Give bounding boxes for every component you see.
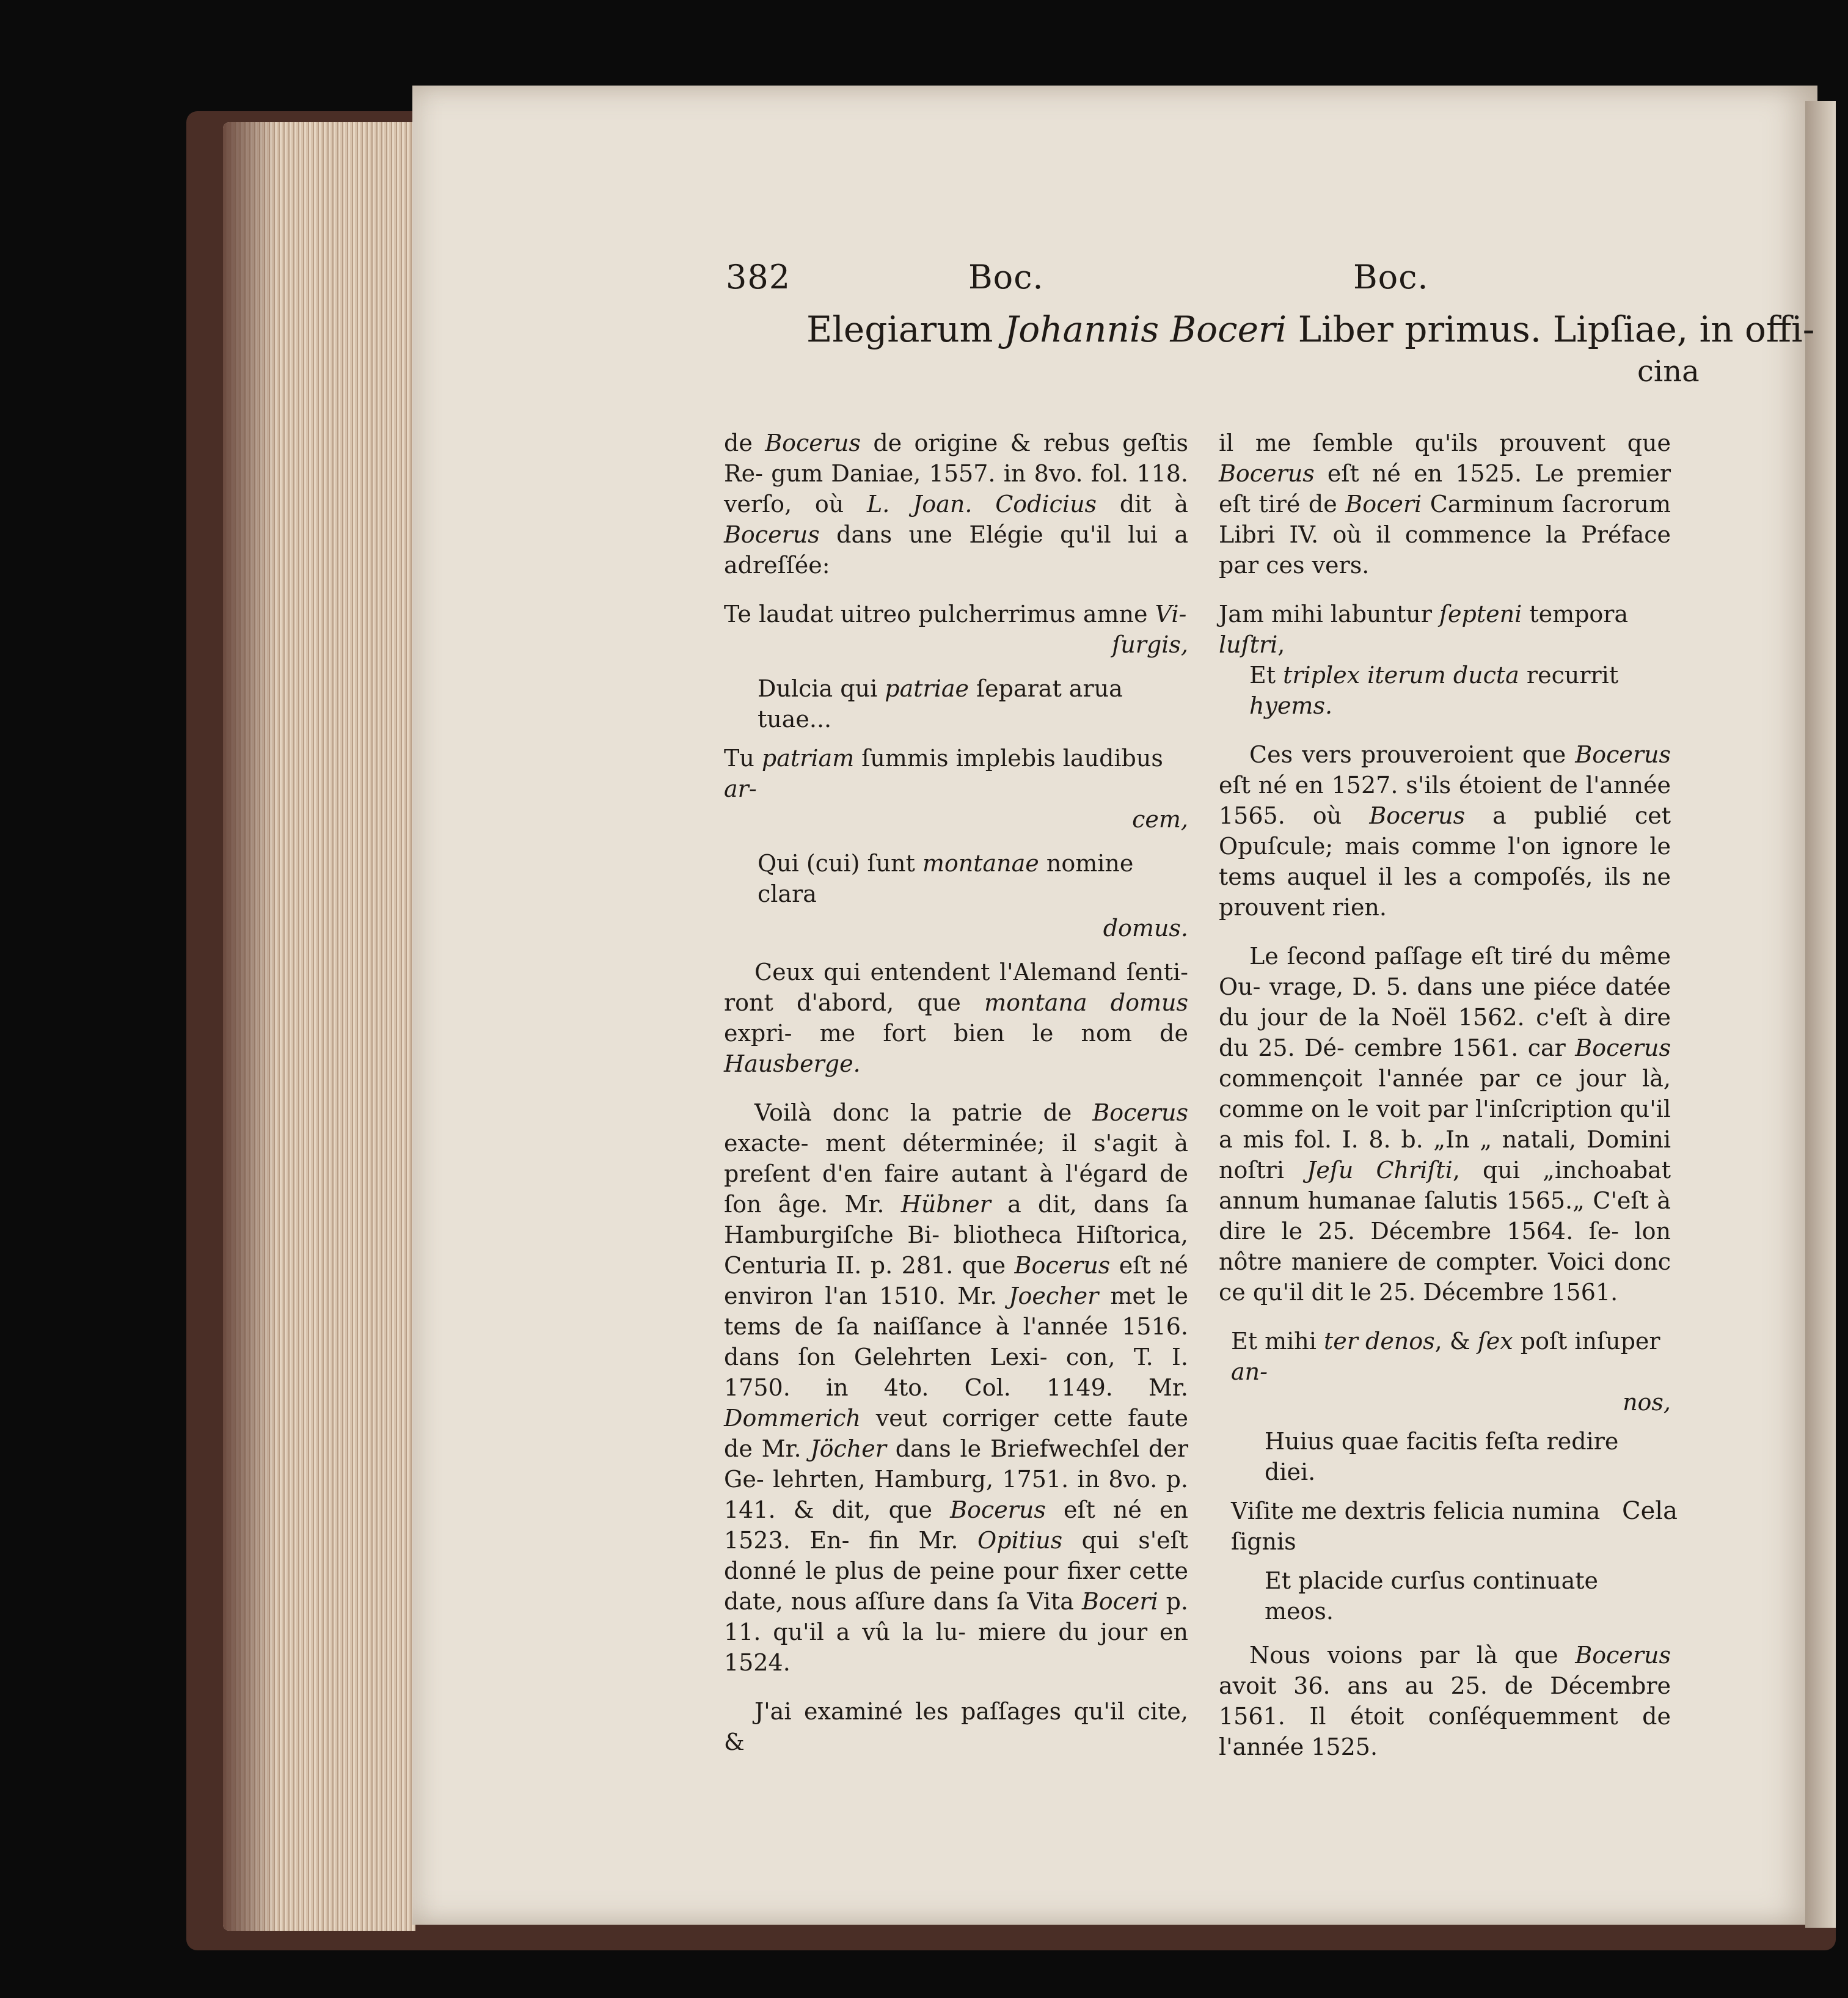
left-column <box>724 428 1188 1776</box>
verse-line: Viſite me dextris felicia numina ſignis <box>1231 1498 1601 1555</box>
verse-line: Tu patriam ſummis implebis laudibus ar- <box>724 745 1163 802</box>
catchword: Cela <box>1622 1497 1678 1525</box>
verse-line-cont: cem, <box>1132 806 1188 833</box>
verse-quote <box>724 599 1188 943</box>
verse-line: Te laudat uitreo pulcherrimus amne Vi- <box>724 601 1187 628</box>
paragraph: J'ai examiné les paſſages qu'il cite, & <box>724 1698 1188 1755</box>
verse-line: Jam mihi labuntur ſepteni tempora luſtri, <box>1219 601 1629 658</box>
paragraph: Le ſecond paſſage eſt tiré du même Ou- vrage, D. 5. dans une piéce datée du jour de la Noël 1562. c'eſt à dire du 25. Dé- cembre 1561. car Bocerus commençoit l'année par ce jour là, comme on le voit par l'inſcription qu'il a mis fol. I. 8. b. „In „ natali, Domini noſtri Jeſu Chriſti, qui „inchoabat annum humanae ſalutis 1565.„ C'eſt à dire le 25. Décembre 1564. ſe- lon nôtre maniere de compter. Voici donc ce qu'il dit le 25. Décembre 1561. <box>1219 943 1671 1306</box>
verse-line-cont: domus. <box>1103 915 1188 942</box>
verse-line: Huius quae facitis feſta redire diei. <box>1265 1428 1619 1485</box>
running-head-right: Boc. <box>1353 258 1429 296</box>
paragraph: Voilà donc la patrie de Bocerus exacte- ment déterminée; il s'agit à preſent d'en faire autant à l'égard de ſon âge. Mr. Hübner a dit, dans ſa Hamburgiſche Bi- bliotheca Hiſtorica, Centuria II. p. 281. que Bocerus eſt né environ l'an 1510. Mr. Joecher met le tems de ſa naiſſance à l'année 1516. dans ſon Gelehrten Lexi- con, T. I. 1750. in 4to. Col. 1149. Mr. Dommerich veut corriger cette faute de Mr. Jöcher dans le Briefwechſel der Ge- lehrten, Hamburg, 1751. in 8vo. p. 141. & dit, que Bocerus eſt né en 1523. En- fin Mr. Opitius qui s'eſt donné le plus de peine pour fixer cette date, nous aſſure dans ſa Vita Boceri p. 11. qu'il a vû la lu- miere du jour en 1524. <box>724 1099 1188 1676</box>
title-author: Johannis Boceri <box>1004 309 1287 350</box>
paragraph: Nous voions par là que Bocerus avoit 36. ans au 25. de Décembre 1561. Il étoit conſéquemment de l'année 1525. <box>1219 1642 1671 1760</box>
verse-quote <box>1219 599 1671 721</box>
title-line <box>806 309 1815 350</box>
verse-line: Dulcia qui patriae ſeparat arua tuae... <box>758 675 1123 733</box>
title-continuation: cina <box>1637 354 1700 389</box>
verse-quote <box>1219 1326 1671 1627</box>
verse-line: Et placide curſus continuate meos. <box>1265 1567 1599 1625</box>
verse-line: Et mihi ter denos, & ſex poſt inſuper an- <box>1231 1328 1660 1385</box>
page-edge-shade <box>223 122 278 1931</box>
paragraph: Ceux qui entendent l'Alemand ſenti- ront d'abord, que montana domus expri- me fort bien le nom de Hausberge. <box>724 959 1188 1077</box>
title-text: Liber primus. <box>1287 309 1542 350</box>
verse-line-cont: nos, <box>1623 1389 1671 1416</box>
paragraph: il me ſemble qu'ils prouvent que Bocerus eſt né en 1525. Le premier eſt tiré de Boceri Carminum ſacrorum Libri IV. où il commence la Préface par ces vers. <box>1219 430 1671 579</box>
verse-line: Et triplex iterum ducta recurrit hyems. <box>1249 662 1619 719</box>
verse-line: Qui (cui) ſunt montanae nomine clara <box>758 850 1134 907</box>
next-page-edge <box>1805 101 1836 1928</box>
page-number: 382 <box>726 258 791 296</box>
verse-line-cont: ſurgis, <box>1112 631 1188 658</box>
title-text: Lipſiae, in offi- <box>1552 309 1815 350</box>
paragraph: de Bocerus de origine & rebus geſtis Re- gum Daniae, 1557. in 8vo. fol. 118. verſo, où L. Joan. Codicius dit à Bocerus dans une Elégie qu'il lui a adreſſée: <box>724 430 1189 579</box>
paragraph: Ces vers prouveroient que Bocerus eſt né en 1527. s'ils étoient de l'année 1565. où Bocerus a publié cet Opuſcule; mais comme l'on ignore le tems auquel il les a compoſés, ils ne prouvent rien. <box>1219 741 1671 921</box>
right-column <box>1219 428 1671 1780</box>
title-text: Elegiarum <box>806 309 1004 350</box>
running-head-left: Boc. <box>968 258 1044 296</box>
